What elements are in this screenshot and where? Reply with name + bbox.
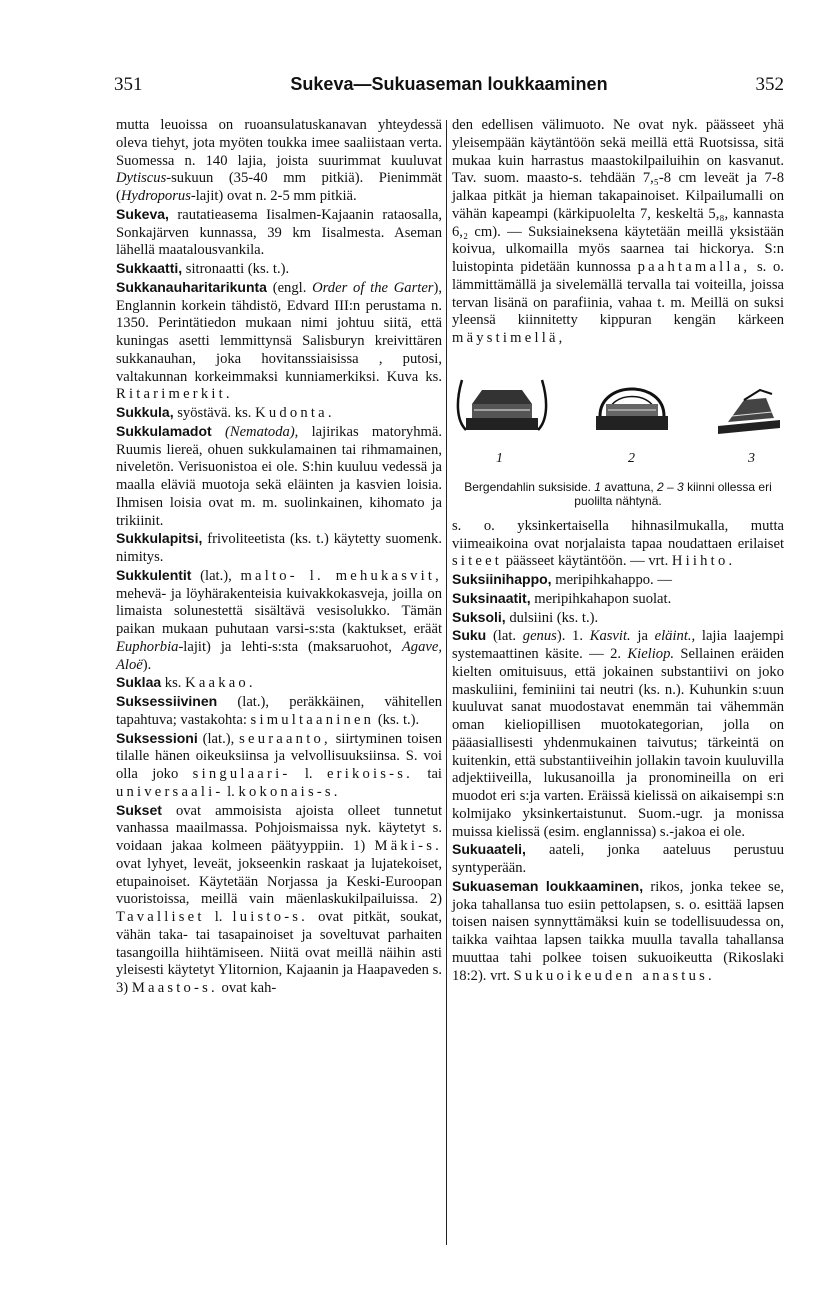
headword: Sukkula,	[116, 404, 174, 420]
headword: Sukuaateli,	[452, 841, 526, 858]
ski-binding-figure	[452, 360, 784, 478]
headword: Suksinaatit,	[452, 589, 531, 606]
page-number-left: 351	[114, 74, 143, 95]
binding-open-illustration	[452, 360, 552, 448]
entry-sukset: Sukset ovat ammoisista ajoista olleet tunnetut vanhassa maailmassa. Pohjoismaissa nyk. käytetyt s. voidaan jakaa kolmeen päätyyppiin. 1) Mäki-s. ovat lyhyet, leveät, jokseenkin raskaat ja lujatekoiset, etupainoiset. Käytetään Norjassa ja Keski-Euroopan vuoristoissa, meillä vain mäenlaskukilpailuissa. 2) Tavalliset l. luisto-s. ovat pitkät, soukat, vähän taka- tai tasapainoiset ja soveltuvat parhaiten tasangoilla hiihtämiseen. Niitä ovat meillä näihin asti yleisesti käytetyt Ylitornion, Kajaanin ja Haapaveden s. 3) Maasto-s. ovat kah-	[116, 801, 442, 996]
entry-sukkulapitsi: Sukkulapitsi, frivoliteetista (ks. t.) käytetty suomenk. nimitys.	[116, 530, 442, 565]
entry-suksoli: Suksoli, dulsiini (ks. t.).	[452, 608, 599, 626]
headword: Suksiinihappo,	[452, 571, 552, 587]
entry-suksessiivinen: Suksessiivinen (lat.), peräkkäinen, vähitellen tapahtuva; vastakohta: simultaaninen (ks. t.).	[116, 693, 442, 728]
entry-sukuaateli: Sukuaateli, aateli, jonka aateluus perustuu syntyperään.	[452, 841, 784, 876]
entry-suksinaatit: Suksinaatit, meripihkahapon suolat.	[452, 589, 672, 607]
running-title: Sukeva—Sukuaseman loukkaaminen	[290, 74, 608, 94]
entry-sukkulentit: Sukkulentit (lat.), malto- l. mehukasvit, mehevä- ja löyhärakenteisia kuivakkokasveja, joilla on limaista solunestettä sisältävä vesisolukko. Tämän paikan mukaan puhutaan varsi-s:sta (kaktukset, eräät Euphorbia-lajit) ja lehti-s:sta (maksaruohot, Agave, Aloë).	[116, 566, 443, 673]
headword: Sukkulapitsi,	[116, 530, 203, 547]
headword: Suksessioni	[116, 729, 198, 746]
entry-sukset-end: s. o. yksinkertaisella hihnasilmukalla, mutta viimeaikoina ovat norjalaista tapaa noudattaen erilaiset siteet päässeet käytäntöön. — vrt. Hiihto.	[452, 517, 784, 570]
headword: Sukkulamadot	[116, 422, 212, 439]
entry-suksiinihappo: Suksiinihappo, meripihkahappo. —	[452, 571, 672, 588]
figure-number-1: 1	[496, 450, 503, 466]
binding-closed-front-illustration	[592, 360, 672, 448]
headword: Sukuaseman loukkaaminen,	[452, 877, 644, 894]
figure-number-3: 3	[748, 450, 755, 466]
left-column	[116, 117, 442, 998]
headword: Sukkaatti,	[116, 260, 183, 276]
entry-sukeva: Sukeva, rautatieasema Iisalmen-Kajaanin rataosalla, Sonkajärven kunnassa, 39 km Iisalmesta. Aseman lähellä maatalousvankila.	[116, 205, 442, 259]
page-number-right: 352	[755, 74, 784, 95]
entry-sukset-continued: den edellisen välimuoto. Ne ovat nyk. päässeet yhä yleisempään käytäntöön sekä meillä että Ruotsissa, sitä mukaa kuin harrastus maastokilpailuihin on kasvanut. Tav. suom. maasto-s. tehdään 7,₅-8 cm leveät ja 7-8 jalkaa pitkät ja hieman takapainoiset. Kilpailumalli on vähän kapeampi (kärkipuolelta 7, keskeltä 5,₈, kannasta 6,₂ cm). — Suksiaineksena käytetään meillä yksistään koivua, ulkomailla myös saarnea tai hickorya. S:n luistopinta pidetään kunnossa paahtamalla, s. o. lämmittämällä ja sivelemällä tervalla tai voiteilla, joissa tervan lisänä on parafiinia, vahaa t. m. Meillä on suksi yleensä kiinnitetty kippuran kengän kärkeen mäystimellä,	[452, 117, 784, 346]
headword: Sukkulentit	[116, 566, 192, 583]
entry-sukuaseman-loukkaaminen: Sukuaseman loukkaaminen, rikos, jonka tekee se, joka tahallansa tuo esiin pettolapsen, s. o. esittää lapsen toisen naisen synnyttämäksi kuin se todellisuudessa on, taikka vaihtaa lapsen taikka muulla tavalla tahallansa muuttaa tahi polkee toisen sukuoikeutta (Rikoslaki 18:2). vrt. Sukuoikeuden anastus.	[452, 877, 784, 984]
right-column	[452, 117, 784, 985]
figure-caption: Bergendahlin suksiside. 1 avattuna, 2 – 3 kiinni ollessa eri puolilta nähtynä.	[464, 479, 772, 508]
entry-continuation: mutta leuoissa on ruoansulatuskanavan yhteydessä oleva tiehyt, jota myöten toukka imee saaliistaan verta. Suomessa n. 140 lajia, joista suurimmat kuuluvat Dytiscus-sukuun (35-40 mm pitkiä). Pienimmät (Hydroporus-lajit) ovat n. 2-5 mm pitkiä.	[116, 117, 442, 204]
headword: Sukkanauharitarikunta	[116, 278, 267, 295]
entry-suklaa: Suklaa ks. Kaakao.	[116, 674, 256, 692]
running-header	[114, 74, 784, 104]
headword: Suklaa	[116, 674, 162, 691]
headword: Suku	[452, 627, 487, 644]
entry-sukkanauharitarikunta: Sukkanauharitarikunta (engl. Order of the Garter), Englannin korkein tähdistö, Edvard III:n perustama n. 1350. Perintätiedon mukaan nimi johtuu siitä, että kuningas asetti lemmittynsä Salisburyn kreivittären sukkanauhan, joka hovitanssiaisissa , putosi, valtakunnan korkeimmaksi kunniamerkiksi. Kuva ks. Ritarimerkit.	[116, 278, 442, 403]
figure-number-2: 2	[628, 450, 635, 466]
entry-sukkulamadot: Sukkulamadot (Nematoda), lajirikas matoryhmä. Ruumis liereä, ohuen sukkulamainen tai rihmamainen, niveletön. Verisuonistoa ei ole. S:hin kuuluu vedessä ja maalla eläviä muotoja sekä eläinten ja kasvien loisia. Ihmisen loisia ovat m. m. suolinkainen, kihomato ja trikiinit.	[116, 422, 443, 529]
column-divider	[446, 120, 447, 1245]
entry-suku: Suku (lat. genus). 1. Kasvit. ja eläint., lajia laajempi systemaattinen käsite. — 2. Kieliop. Sellainen eräiden kielten omituisuus, että jokainen substantiivi on joko maskuliini, feminiini tai neutri (ks. n.). Kuhunkin s:uun kuuluvat sanat muodostavat enemmän tai vähemmän oman kieliopillisen muotokategorian, jolla on pääasiallisesti yhdenmukainen taivutus; tärkeintä on kuitenkin, että substantiiveihin jollakin tavoin kuuluvilla adjektiiveilla, lukusanoilla ja pronomineilla on eri muodot eri s:ja varten. Eräissä kielissä on aikaisempi s:n kolmijako yksinkertaistunut. Suom.-ugr. ja monissa muissa kielissä (esim. englannissa) s.-jakoa ei ole.	[452, 627, 784, 840]
headword: Suksoli,	[452, 608, 506, 625]
entry-sukkula: Sukkula, syöstävä. ks. Kudonta.	[116, 404, 335, 421]
headword: Sukset	[116, 801, 162, 818]
entry-suksessioni: Suksessioni (lat.), seuraanto, siirtyminen toisen tilalle hänen oikeuksiinsa ja velvollisuuksiinsa. S. voi olla joko singulaari- l. erikois-s. tai universaali- l. kokonais-s.	[116, 729, 442, 800]
entry-sukkaatti: Sukkaatti, sitronaatti (ks. t.).	[116, 260, 290, 277]
headword: Sukeva,	[116, 205, 169, 222]
binding-closed-side-illustration	[714, 360, 784, 448]
headword: Suksessiivinen	[116, 693, 218, 709]
